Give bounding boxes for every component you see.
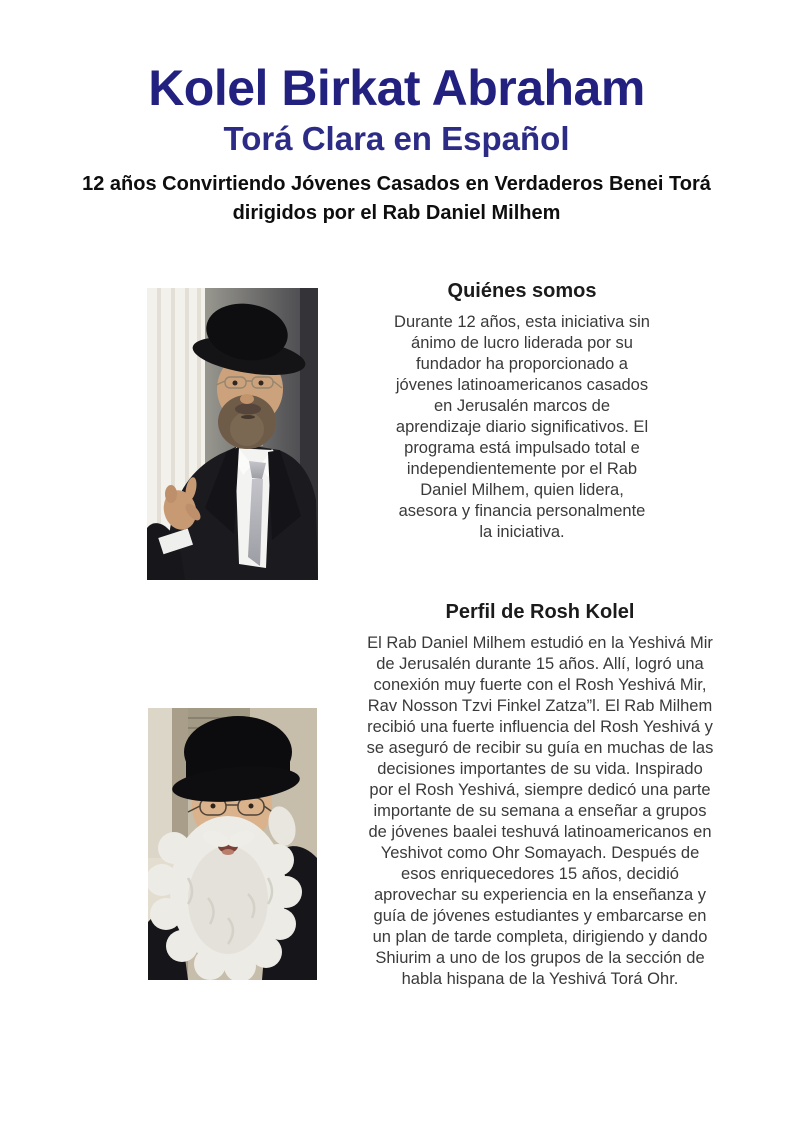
- photo-rosh-yeshiva: [148, 708, 317, 980]
- document-title: Kolel Birkat Abraham: [148, 60, 645, 116]
- tagline-line-1: 12 años Convirtiendo Jóvenes Casados en Verdaderos Benei Torá: [82, 173, 711, 196]
- document-tagline: [0, 170, 793, 227]
- section-heading: Perfil de Rosh Kolel: [445, 601, 635, 623]
- document-subtitle: Torá Clara en Español: [223, 119, 570, 157]
- photo-rab-daniel-milhem: [147, 288, 318, 580]
- section-heading: Quiénes somos: [447, 280, 597, 302]
- section-body: El Rab Daniel Milhem estudió en la Yeshivá Mir de Jerusalén durante 15 años. Allí, logró una conexión muy fuerte con el Rosh Yeshivá Mir, Rav Nosson Tzvi Finkel Zatza”l. El Rab Milhem recibió una fuerte influencia del Rosh Yeshivá y se aseguró de recibir su guía en muchas de las decisiones importantes de su vida. Inspirado por el Rosh Yeshivá, siempre dedicó una parte importante de su semana a enseñar a grupos de jóvenes baalei teshuvá latinoamericanos en Yeshivot como Ohr Somayach. Después de esos enriquecedores 15 años, decidió aprovechar su experiencia en la enseñanza y guía de jóvenes estudiantes y embarcarse en un plan de tarde completa, dirigiendo y dando Shiurim a uno de los grupos de la sección de habla hispana de la Yeshivá Torá Ohr.: [366, 634, 714, 988]
- document-header: [0, 62, 793, 227]
- tagline-line-2: dirigidos por el Rab Daniel Milhem: [232, 201, 561, 224]
- section-body: Durante 12 años, esta iniciativa sin ánimo de lucro liderada por su fundador ha proporcionado a jóvenes latinoamericanos casados en Jerusalén marcos de aprendizaje diario significativos. El programa está impulsado total e independientemente por el Rab Daniel Milhem, quien lidera, asesora y financia personalmente la iniciativa.: [394, 313, 650, 541]
- section-quienes-somos: [362, 280, 682, 543]
- section-perfil-de-rosh-kolel: [364, 601, 716, 990]
- rab-daniel-milhem-illustration: [147, 288, 318, 580]
- rosh-yeshiva-illustration: [148, 708, 317, 980]
